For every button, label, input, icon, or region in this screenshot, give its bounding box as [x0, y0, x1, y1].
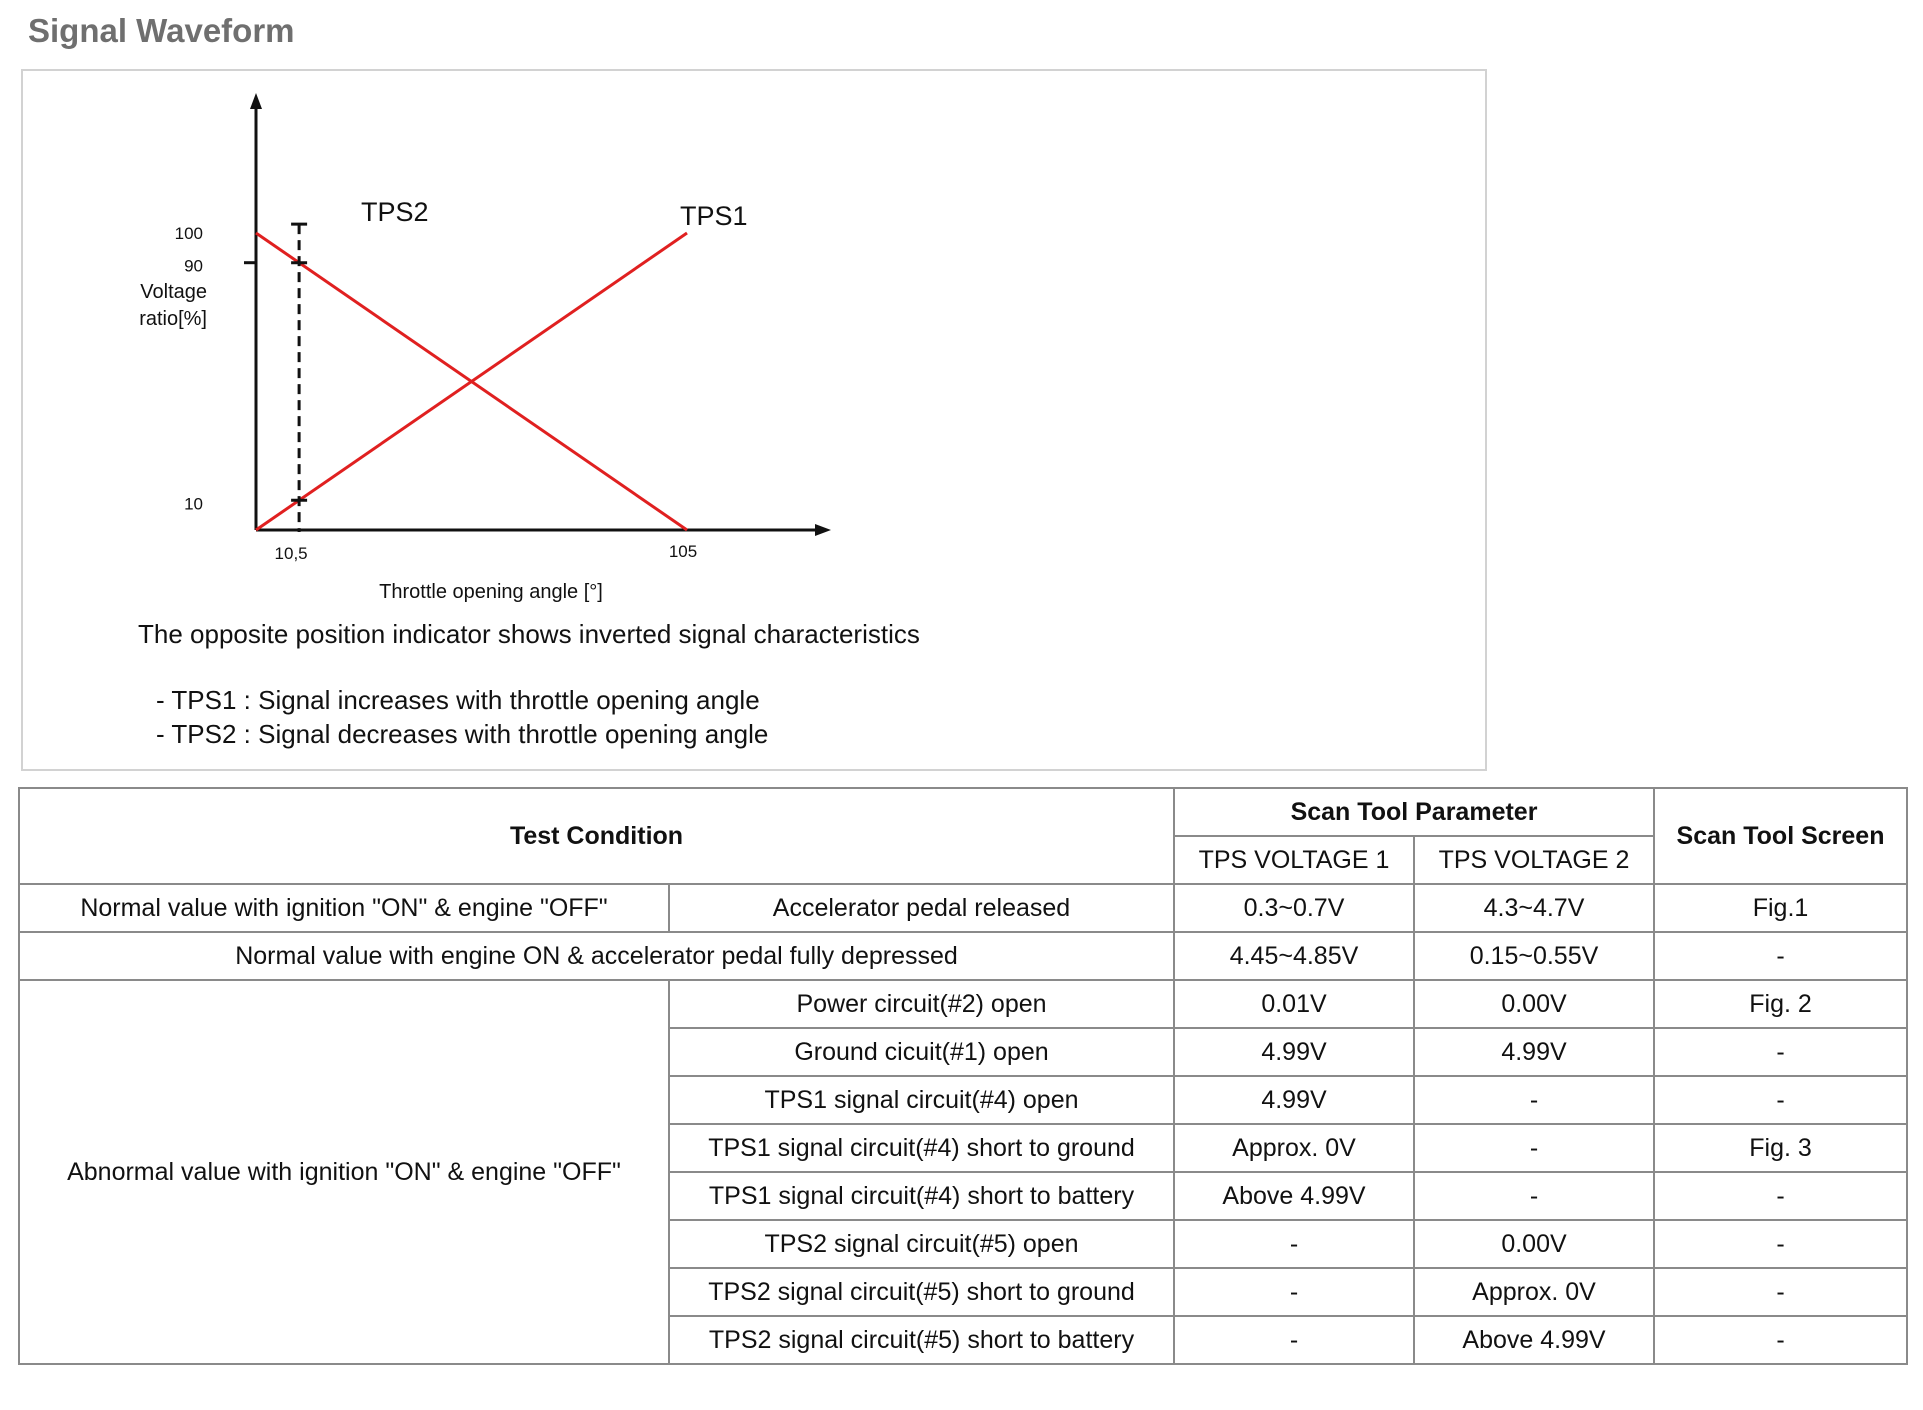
header-tps-voltage-2: TPS VOLTAGE 2 — [1414, 836, 1654, 884]
scan-tool-screen-cell: - — [1654, 1028, 1907, 1076]
figure-notes — [156, 683, 768, 751]
scan-tool-screen-cell: - — [1654, 1316, 1907, 1364]
condition-cell: TPS1 signal circuit(#4) short to ground — [669, 1124, 1174, 1172]
condition-cell: TPS2 signal circuit(#5) open — [669, 1220, 1174, 1268]
series-label-tps1: TPS1 — [680, 201, 748, 231]
table-row — [19, 932, 1907, 980]
header-scan-tool-parameter: Scan Tool Parameter — [1174, 788, 1654, 836]
table-row — [19, 884, 1907, 932]
tps-voltage-1-cell: Above 4.99V — [1174, 1172, 1414, 1220]
note-tps2: - TPS2 : Signal decreases with throttle opening angle — [156, 719, 769, 749]
condition-cell: TPS2 signal circuit(#5) short to battery — [669, 1316, 1174, 1364]
scan-tool-screen-cell: - — [1654, 1268, 1907, 1316]
y-tick-label-100: 100 — [174, 224, 203, 243]
scan-tool-screen-cell: - — [1654, 1220, 1907, 1268]
condition-cell: Power circuit(#2) open — [669, 980, 1174, 1028]
tps-voltage-2-cell: 4.3~4.7V — [1414, 884, 1654, 932]
condition-cell: TPS1 signal circuit(#4) short to battery — [669, 1172, 1174, 1220]
tps-voltage-2-cell: - — [1414, 1172, 1654, 1220]
section-title: Signal Waveform — [28, 12, 295, 49]
tps-voltage-2-cell: - — [1414, 1124, 1654, 1172]
x-tick-label-10-5: 10,5 — [274, 544, 308, 563]
tps-voltage-2-cell: Approx. 0V — [1414, 1268, 1654, 1316]
condition-cell: Ground cicuit(#1) open — [669, 1028, 1174, 1076]
series-label-tps2: TPS2 — [361, 197, 429, 227]
group-cell: Normal value with engine ON & accelerator pedal fully depressed — [19, 932, 1174, 980]
condition-cell: TPS1 signal circuit(#4) open — [669, 1076, 1174, 1124]
tps-voltage-2-cell: 4.99V — [1414, 1028, 1654, 1076]
y-axis-arrow — [250, 93, 262, 109]
figure-description: The opposite position indicator shows inverted signal characteristics — [138, 619, 920, 649]
tps-voltage-2-cell: 0.00V — [1414, 980, 1654, 1028]
x-tick-label-105: 105 — [668, 542, 698, 561]
tps-voltage-1-cell: Approx. 0V — [1174, 1124, 1414, 1172]
waveform-chart — [23, 71, 1485, 769]
tps-voltage-1-cell: 4.99V — [1174, 1076, 1414, 1124]
tps-voltage-2-cell: 0.00V — [1414, 1220, 1654, 1268]
x-axis-arrow — [815, 524, 831, 536]
tps-voltage-2-cell: - — [1414, 1076, 1654, 1124]
scan-tool-screen-cell: Fig. 2 — [1654, 980, 1907, 1028]
note-tps1: - TPS1 : Signal increases with throttle opening angle — [156, 685, 760, 715]
tps-voltage-1-cell: 4.45~4.85V — [1174, 932, 1414, 980]
tps-voltage-1-cell: - — [1174, 1220, 1414, 1268]
diagnosis-table — [18, 787, 1908, 1365]
tps-voltage-1-cell: 0.3~0.7V — [1174, 884, 1414, 932]
y-tick-label-10: 10 — [184, 494, 203, 514]
scan-tool-screen-cell: - — [1654, 932, 1907, 980]
group-cell: Normal value with ignition "ON" & engine "OFF" — [19, 884, 669, 932]
tps-voltage-1-cell: 4.99V — [1174, 1028, 1414, 1076]
header-scan-tool-screen: Scan Tool Screen — [1654, 788, 1907, 884]
tps-voltage-1-cell: - — [1174, 1268, 1414, 1316]
y-tick-label-90: 90 — [184, 256, 203, 276]
tps-voltage-2-cell: 0.15~0.55V — [1414, 932, 1654, 980]
tps-voltage-1-cell: - — [1174, 1316, 1414, 1364]
tps-voltage-2-cell: Above 4.99V — [1414, 1316, 1654, 1364]
x-axis-title: Throttle opening angle [°] — [379, 581, 603, 603]
table-header-row — [19, 788, 1907, 836]
condition-cell: TPS2 signal circuit(#5) short to ground — [669, 1268, 1174, 1316]
scan-tool-screen-cell: Fig. 3 — [1654, 1124, 1907, 1172]
y-axis-title-line2: ratio[%] — [139, 308, 207, 330]
scan-tool-screen-cell: - — [1654, 1076, 1907, 1124]
tps-voltage-1-cell: 0.01V — [1174, 980, 1414, 1028]
condition-cell: Accelerator pedal released — [669, 884, 1174, 932]
y-axis-title-line1: Voltage — [140, 281, 207, 303]
header-tps-voltage-1: TPS VOLTAGE 1 — [1174, 836, 1414, 884]
abnormal-group-cell: Abnormal value with ignition "ON" & engine "OFF" — [19, 980, 669, 1364]
table-row — [19, 980, 1907, 1028]
scan-tool-screen-cell: - — [1654, 1172, 1907, 1220]
header-test-condition: Test Condition — [19, 788, 1174, 884]
scan-tool-screen-cell: Fig.1 — [1654, 884, 1907, 932]
waveform-figure — [21, 69, 1487, 771]
